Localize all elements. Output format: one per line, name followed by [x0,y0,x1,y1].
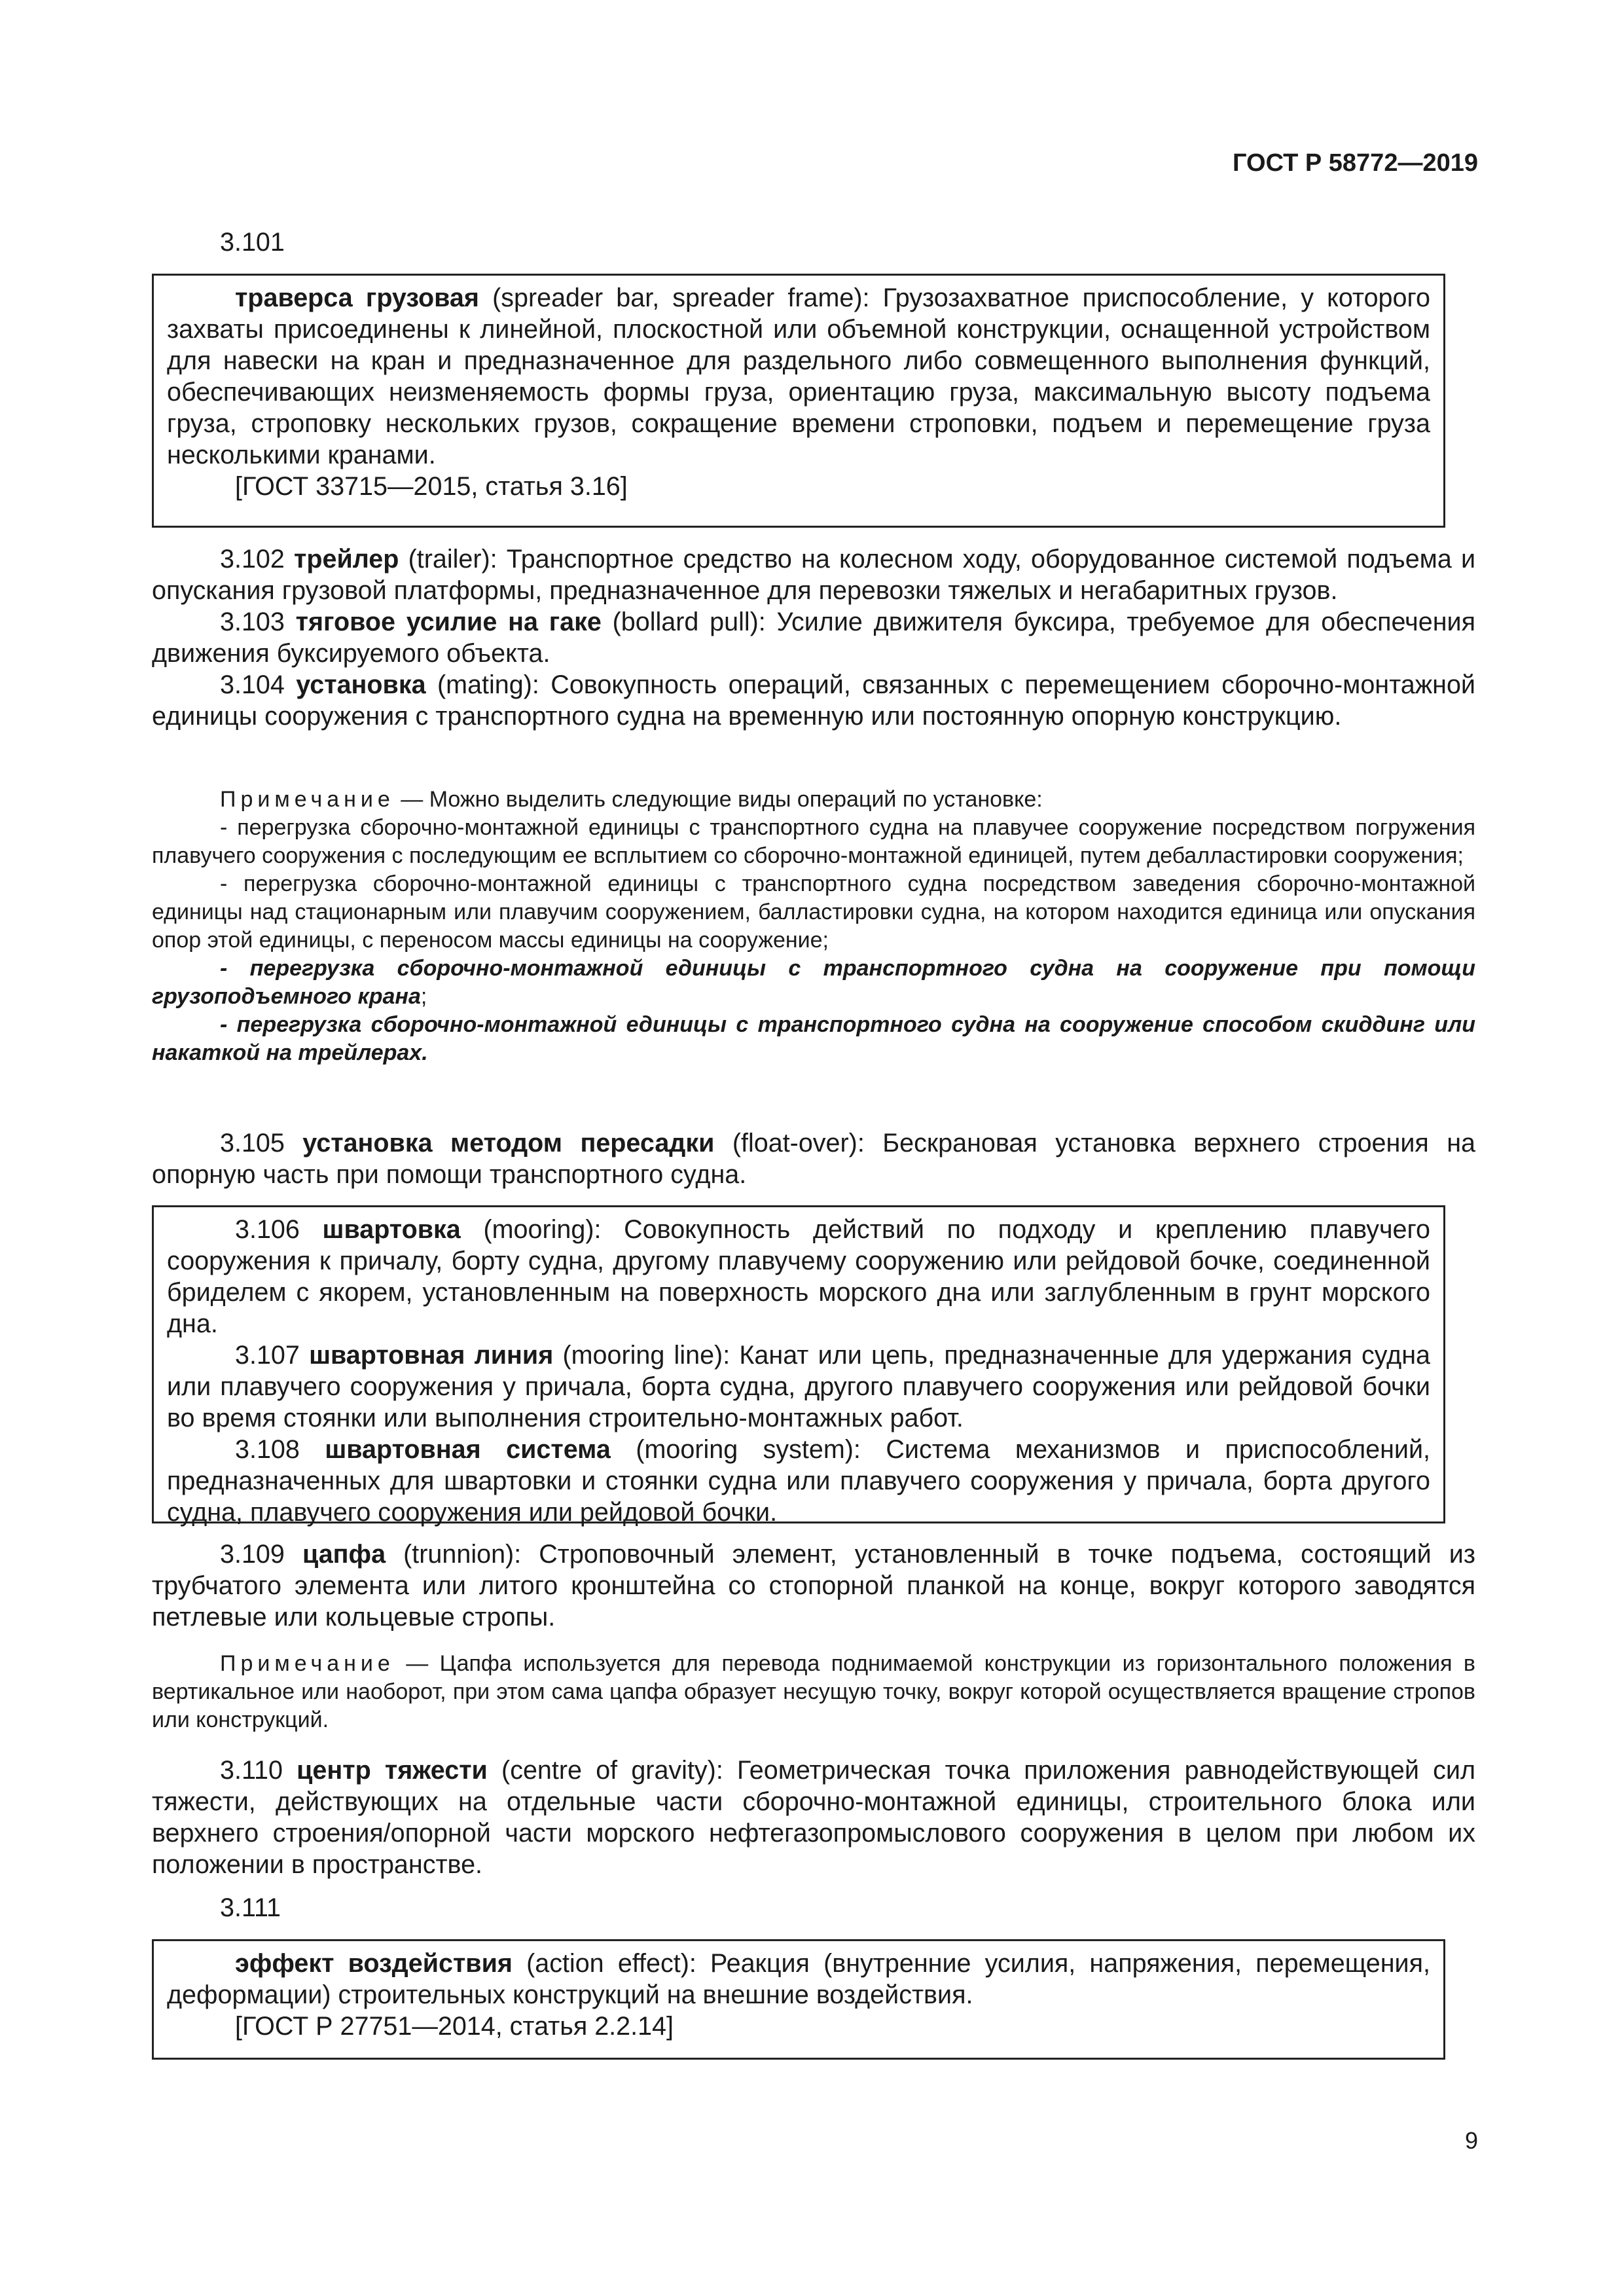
note-item: - перегрузка сборочно-монтажной единицы с транспортного судна на плавучее сооружение посредством погружения плавучего сооружения с последующим ее всплытием со сборочно-монтажной единицей, путем дебалластировки сооружения; [152,815,1475,868]
term-3-108: 3.108 швартовная система (mooring system): Система механизмов и приспособлений, предназначенных для швартовки и стоянки судна или плавучего сооружения у причала, борта другого судна, плавучего сооружения или рейдовой бочки. [167,1435,1431,1527]
terms-block-105 [152,1127,1475,1190]
term-reference: [ГОСТ 33715—2015, статья 3.16] [235,472,628,501]
term-name: траверса грузовая [235,283,479,312]
term-name: тяговое усилие на гаке [295,608,602,636]
term-box-3-101 [152,274,1445,528]
terms-block-102-104 [152,543,1475,732]
term-box-3-111 [152,1939,1445,2060]
note-item: - перегрузка сборочно-монтажной единицы с транспортного судна на сооружение способом скиддинг или накаткой на трейлерах. [152,1012,1475,1065]
document-header: ГОСТ Р 58772—2019 [1233,149,1478,177]
term-text: Грузозахватное приспособление, у которого захваты присоединены к линейной, плоскостной или объемной конструкции, оснащенной устройством для навески на кран и предназначенное для раздельного либо совмещенного выполнения функций, обеспечивающих неизменяемость формы груза, ориентацию груза, максимальную высоту подъема груза, строповку нескольких грузов, сокращение времени строповки, подъем и перемещение груза несколькими кранами. [167,283,1430,469]
term-name: трейлер [294,545,399,574]
term-3-103: 3.103 тяговое усилие на гаке (bollard pull): Усилие движителя буксира, требуемое для обеспечения движения буксируемого объекта. [152,608,1475,668]
terms-block-109 [152,1539,1475,1633]
note-item: - перегрузка сборочно-монтажной единицы с транспортного судна на сооружение при помощи грузоподъемного крана; [152,956,1475,1009]
term-name: установка методом пересадки [302,1129,715,1157]
term-number: 3.101 [220,228,285,257]
term-text: Реакция (внутренние усилия, напряжения, перемещения, деформации) строительных конструкций на внешние воздействия. [167,1949,1430,2009]
term-3-109: 3.109 цапфа (trunnion): Строповочный элемент, установленный в точке подъема, состоящий из трубчатого элемента или литого кронштейна со стопорной планкой на конце, вокруг которого заводятся петлевые или кольцевые стропы. [152,1540,1475,1631]
term-name: швартовка [322,1215,461,1244]
note-item: - перегрузка сборочно-монтажной единицы с транспортного судна посредством заведения сборочно-монтажной единицы над стационарным или плавучим сооружением, балластировки судна, на котором находится единица или опускания опор этой единицы, с переносом массы единицы на сооружение; [152,871,1475,953]
note-block-104 [152,786,1475,1067]
term-name: швартовная система [325,1435,611,1464]
term-name: цапфа [302,1540,386,1569]
terms-block-110 [152,1755,1475,1880]
term-definition [167,282,1430,471]
note-label: Примечание [220,787,395,812]
term-english: (action effect): [512,1949,711,1978]
term-box-106-108 [152,1205,1445,1527]
term-number: 3.111 [220,1893,281,1922]
term-name: эффект воздействия [235,1949,513,1978]
term-definition [167,1948,1430,2011]
term-name: центр тяжести [297,1756,488,1785]
term-english: (spreader bar, spreader frame): [478,283,883,312]
term-3-105: 3.105 установка методом пересадки (float-over): Бескрановая установка верхнего строения на опорную часть при помощи транспортного судна. [152,1129,1475,1189]
note-intro: Примечание — Можно выделить следующие виды операций по установке: [220,787,1043,812]
page-number: 9 [1464,2127,1478,2154]
term-name: швартовная линия [309,1341,554,1370]
note-block-109 [152,1650,1475,1734]
note-text: Примечание — Цапфа используется для перевода поднимаемой конструкции из горизонтального положения в вертикальное или наоборот, при этом сама цапфа образует несущую точку, вокруг которой осуществляется вращение стропов или конструкций. [152,1651,1475,1732]
term-3-110: 3.110 центр тяжести (centre of gravity): Геометрическая точка приложения равнодействующей сил тяжести, действующих на отдельные части сборочно-монтажной единицы, строительного блока или верхнего строения/опорной части морского нефтегазопромыслового сооружения в целом при любом их положении в пространстве. [152,1756,1476,1879]
term-3-106: 3.106 швартовка (mooring): Совокупность действий по подходу и креплению плавучего сооружения к причалу, борту судна, другому плавучему сооружению или рейдовой бочке, соединенной бриделем с якорем, установленным на поверхность морского дна или заглубленным в грунт морского дна. [167,1215,1431,1338]
term-3-102: 3.102 трейлер (trailer): Транспортное средство на колесном ходу, оборудованное системой подъема и опускания грузовой платформы, предназначенное для перевозки тяжелых и негабаритных грузов. [152,545,1476,605]
term-3-104: 3.104 установка (mating): Совокупность операций, связанных с перемещением сборочно-монтажной единицы сооружения с транспортного судна на временную или постоянную опорную конструкцию. [152,670,1475,731]
note-label: Примечание [220,1651,395,1676]
term-3-107: 3.107 швартовная линия (mooring line): Канат или цепь, предназначенные для удержания судна или плавучего сооружения у причала, борта судна, другого плавучего сооружения или рейдовой бочки во время стоянки или выполнения строительно-монтажных работ. [167,1341,1430,1432]
term-reference: [ГОСТ Р 27751—2014, статья 2.2.14] [235,2012,674,2041]
term-name: установка [296,670,426,699]
